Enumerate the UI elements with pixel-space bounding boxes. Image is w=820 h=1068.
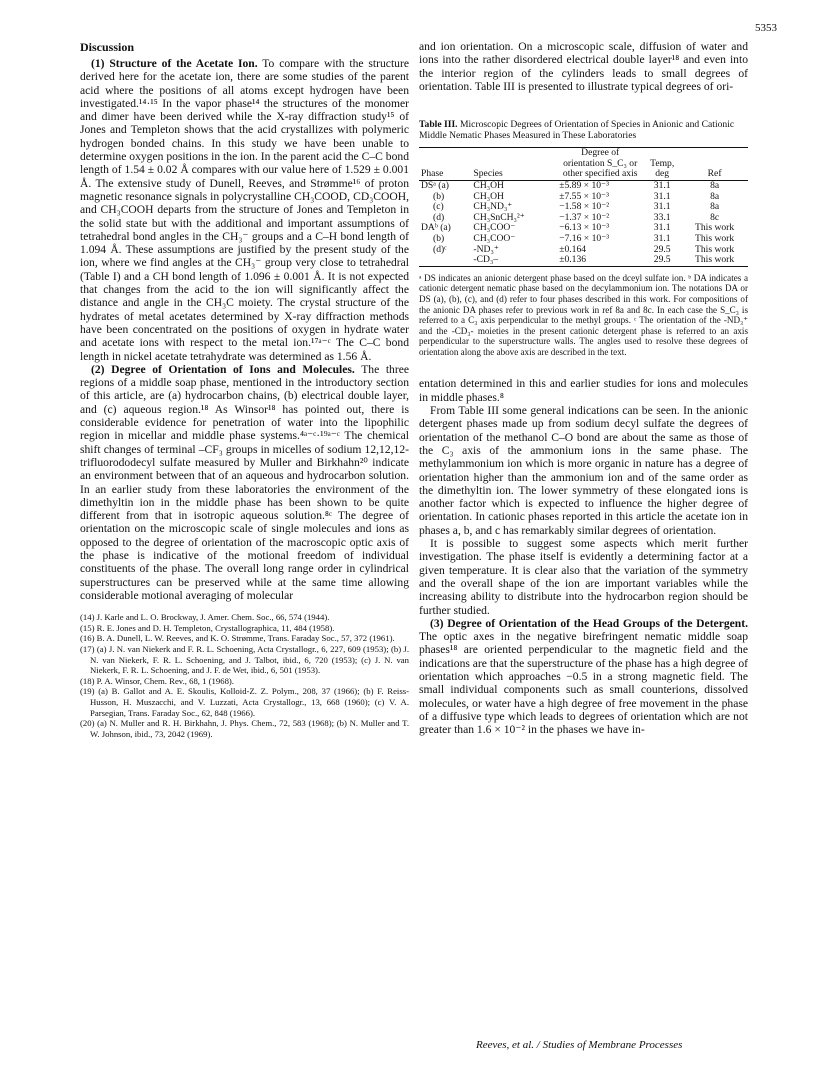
table-cell: (d) xyxy=(433,211,445,223)
table-cell: CH₃ND₃⁺ xyxy=(473,201,513,213)
subsection-heading-1: (1) Structure of the Acetate Ion. xyxy=(91,57,258,70)
table-cell: 31.1 xyxy=(653,179,671,191)
subsection-heading-3: (3) Degree of Orientation of the Head Groups of the Detergent. xyxy=(430,616,748,630)
table-cell: 8a xyxy=(710,201,720,213)
table-cell: CH₃COO⁻ xyxy=(473,232,516,244)
references xyxy=(80,612,409,739)
table-cell: 29.5 xyxy=(653,243,671,255)
orientation-table xyxy=(419,147,748,267)
paragraph-further-investigation: It is possible to suggest some aspects which merit further investigation. The phase itself is evidently a determining factor at a given temperature. It is clear also that the variation of the symmetry and the overall shape of the ion are important variables while the increasing ability to distribute into the hydrocarbon region should be further studied. xyxy=(419,537,748,617)
table-cell: 8a xyxy=(710,190,720,202)
table-cell: 29.5 xyxy=(643,255,681,266)
reference-20: (20) (a) N. Muller and R. H. Birkhahn, J. Phys. Chem., 72, 583 (1968); (b) N. Muller and T. W. Johnson, ibid., 73, 2042 (1969). xyxy=(80,718,409,739)
reference-18: (18) P. A. Winsor, Chem. Rev., 68, 1 (1968). xyxy=(80,675,234,686)
subsection-heading-2: (2) Degree of Orientation of Ions and Molecules. xyxy=(91,362,355,376)
table-cell: 33.1 xyxy=(653,211,671,223)
paragraph-continued: and ion orientation. On a microscopic scale, diffusion of water and ions into the rather disordered electrical double layer¹⁸ and even into the interior region of the cylinders leads to small degrees of orientation. Table III is presented to illustrate typical degrees of ori- xyxy=(419,40,748,93)
table-cell: (c) xyxy=(433,201,444,213)
table-cell: This work xyxy=(695,232,735,244)
table-cell: CH₃COO⁻ xyxy=(473,222,516,234)
page-number: 5353 xyxy=(755,22,777,34)
col-header-degree: Degree of orientation S_C₃ or other specified axis xyxy=(557,148,643,181)
table-cell: 8a xyxy=(710,179,720,191)
table-footnotes: ᵃ DS indicates an anionic detergent phase based on the dceyl sulfate ion. ᵇ DA indicates a cationic detergent nematic phase based on the decylammonium ion. The notations DA or DS (a), (b), (c), and (d) refer to four phases described in this work. For compositions of the anionic DA phases refer to previous work in ref 8a and 8c. In each case the S_C₃ is referred to a C₃ axis perpendicular to the methyl groups. ᶜ The orientation of the -ND₃⁺ and the -CD₃- moieties in the present cationic detergent phase is referred to an axis perpendicular to the superstructure walls. The angles used to resolve these degrees of orientation along the above axis are described in the text. xyxy=(419,272,748,357)
paragraph-text: The three regions of a middle soap phase, mentioned in the introductory section of this article, are (a) hydrocarbon chains, (b) electrical double layer, and (c) aqueous region.¹⁸ As Winsor¹⁸ has pointed out, there is considerable evidence for penetration of water into the lipophilic region in micellar and middle phase systems.⁴ᵃ⁻ᶜ·¹⁹ᵃ⁻ᶜ The chemical shift changes of terminal –CF₃ groups in micelles of sodium 12,12,12-trifluorododecyl sulfate measured by Muller and Birkhahn²⁰ indicate an environment between that of an aqueous and hydrocarbon solution. In an earlier study from these laboratories the environment of the dimethyltin ion in the middle phase has been shown to be quite different from that in isotropic aqueous solution.⁸ᶜ The degree of orientation on the microscopic scale of single molecules and ions as opposed to the degree of orientation of the macroscopic optic axis of the phase is indicative of the motional freedom of individual constituents of the phase. The overall long range order in cylindrical superstructures can be preserved while at the same time allowing considerable motional averaging of molecular xyxy=(80,362,409,602)
table-cell: 31.1 xyxy=(653,190,671,202)
table-cell: This work xyxy=(695,243,735,255)
table-cell: DSᵃ (a) xyxy=(421,179,449,191)
reference-15: (15) R. E. Jones and D. H. Templeton, Crystallographica, 11, 484 (1958). xyxy=(80,622,335,633)
paragraph-text: To compare with the structure derived here for the acetate ion, there are some studies of the parent acid where the positions of all atoms except hydrogen have been investigated.¹⁴·¹⁵ In the vapor phase¹⁴ the structures of the monomer and dimer have been derived while the X-ray diffraction study¹⁵ of Jones and Templeton shows that the acid crystallizes with polymeric hydrogen bonded chains. In this study we have been unable to determine oxygen positions in the ion. In the parent acid the C–C bond length of 1.54 ± 0.02 Å compares with our value here of 1.529 ± 0.001 Å. The extensive study of Dunell, Reeves, and Strømme¹⁶ of proton magnetic resonance signals in polycrystalline CH₃COOD, CD₃COOH, and CH₃COOH departs from the structure of Jones and Templeton in the solid state but with the additional and important assumptions of tetrahedral bond angles in the CH₃⁻ groups and a C–H bond length of 1.094 Å. These assumptions are justified by the present study of the ion, where we find angles at the CH₃⁻ group very close to tetrahedral (Table I) and a CH bond length of 1.096 ± 0.001 Å. It is not expected that changes from the acid to the ion will significantly affect the distance and angle in the CH₃C moiety. The crystal structure of the hydrates of metal acetates determined by X-ray diffraction methods have been concentrated on the positions of oxygen in hydrate water and acetate ions with respect to the metal ion.¹⁷ᵃ⁻ᶜ The C–C bond length in nickel acetate tetrahydrate was determined as 1.56 Å. xyxy=(80,57,409,363)
paragraph-head-groups xyxy=(419,617,748,737)
col-header-ref: Ref xyxy=(681,148,748,181)
table-cell: 8c xyxy=(710,211,720,223)
table-cell: -ND₃⁺ xyxy=(473,243,499,255)
reference-16: (16) B. A. Dunell, L. W. Reeves, and K. O. Strømme, Trans. Faraday Soc., 57, 372 (1961). xyxy=(80,633,395,644)
table-cell: ±7.55 × 10⁻³ xyxy=(559,190,609,202)
paragraph-text: The optic axes in the negative birefringent nematic middle soap phases¹⁸ are oriented perpendicular to the magnetic field and the indications are that the superstructure of the phase has a high degree of orientation which approaches −0.5 in a strong magnetic field. The small individual components such as small counterions, dissolved molecules, or water have a high degree of free movement in the phase of a diffusive type which leads to degrees of orientation which are not greater than 1.6 × 10⁻² in the phases we have in- xyxy=(419,630,749,737)
left-column xyxy=(80,40,409,739)
table-cell: 31.1 xyxy=(653,232,671,244)
paragraph-structure-acetate xyxy=(80,57,409,363)
right-column xyxy=(419,40,748,736)
col-header-phase: Phase xyxy=(419,148,471,181)
table-cell: (b) xyxy=(433,232,445,244)
table-label: Table III. xyxy=(419,119,458,131)
section-title: Discussion xyxy=(80,40,135,54)
table-cell: DAᵇ (a) xyxy=(421,222,451,234)
table-cell: (d)ᶜ xyxy=(433,243,447,255)
paragraph-continued-2: entation determined in this and earlier studies for ions and molecules in middle phases.⁸ xyxy=(419,377,748,404)
table-cell: CH₃OH xyxy=(473,179,504,191)
table-cell: CH₃OH xyxy=(473,190,504,202)
table-cell xyxy=(419,255,471,266)
reference-17: (17) (a) J. N. van Niekerk and F. R. L. Schoening, Acta Crystallogr., 6, 227, 609 (1953); (b) J. N. van Niekerk, F. R. L. Schoening, and J. Talbot, ibid., 6, 720 (1953); (c) J. N. van Niekerk, F. R. L. Schoening, and J. F. de Wet, ibid., 6, 501 (1953). xyxy=(80,643,409,676)
table-cell: ±0.164 xyxy=(559,243,587,255)
col-header-species: Species xyxy=(471,148,557,181)
running-footer: Reeves, et al. / Studies of Membrane Processes xyxy=(476,1039,683,1051)
table-cell: This work xyxy=(681,255,748,266)
reference-14: (14) J. Karle and L. O. Brockway, J. Amer. Chem. Soc., 66, 574 (1944). xyxy=(80,612,330,623)
table-caption xyxy=(419,119,748,141)
table-cell: −1.37 × 10⁻² xyxy=(559,211,610,223)
table-cell: ±5.89 × 10⁻³ xyxy=(559,179,609,191)
table-row xyxy=(419,234,748,245)
table-cell: CH₃SnCH₃²⁺ xyxy=(473,211,525,223)
paragraph-degree-orientation xyxy=(80,363,409,602)
table-caption-text: Microscopic Degrees of Orientation of Species in Anionic and Cationic Middle Nematic Phases Measured in These Laboratories xyxy=(419,119,735,142)
table-row xyxy=(419,255,748,266)
table-cell: −1.58 × 10⁻² xyxy=(559,201,610,213)
col-header-temp: Temp, deg xyxy=(643,148,681,181)
table-cell: 31.1 xyxy=(653,201,671,213)
reference-19: (19) (a) B. Gallot and A. E. Skoulis, Kolloid-Z. Z. Polym., 208, 37 (1966); (b) F. Reiss-Husson, H. Muszacchi, and V. Luzzati, Acta Crystallogr., 13, 668 (1960); (c) V. A. Parsegian, Trans. Faraday Soc., 62, 848 (1966). xyxy=(80,686,409,718)
table-cell: −6.13 × 10⁻³ xyxy=(559,222,610,234)
table-cell: -CD₃– xyxy=(471,255,557,266)
table-cell: (b) xyxy=(433,190,445,202)
table-cell: This work xyxy=(695,222,735,234)
table-cell: 31.1 xyxy=(653,222,671,234)
table-cell: ±0.136 xyxy=(557,255,643,266)
table-cell: −7.16 × 10⁻³ xyxy=(559,232,610,244)
paragraph-table-discussion: From Table III some general indications can be seen. In the anionic detergent phases made up from sodium decyl sulfate the degrees of orientation of the methanol C–O bond are about the same as those of the C₃ axis of the ammonium ions in the same phase. The methylammonium ion which is more organic in nature has a degree of orientation higher than the ammonium ion and of the same order as the dimethyltin ion. The lower symmetry of these elongated ions is another factor which is expected to influence the higher degree of orientation. In cationic phases reported in this article the acetate ion in phases a, b, and c has remarkably similar degrees of orientation. xyxy=(419,404,748,537)
table-row xyxy=(419,180,748,191)
